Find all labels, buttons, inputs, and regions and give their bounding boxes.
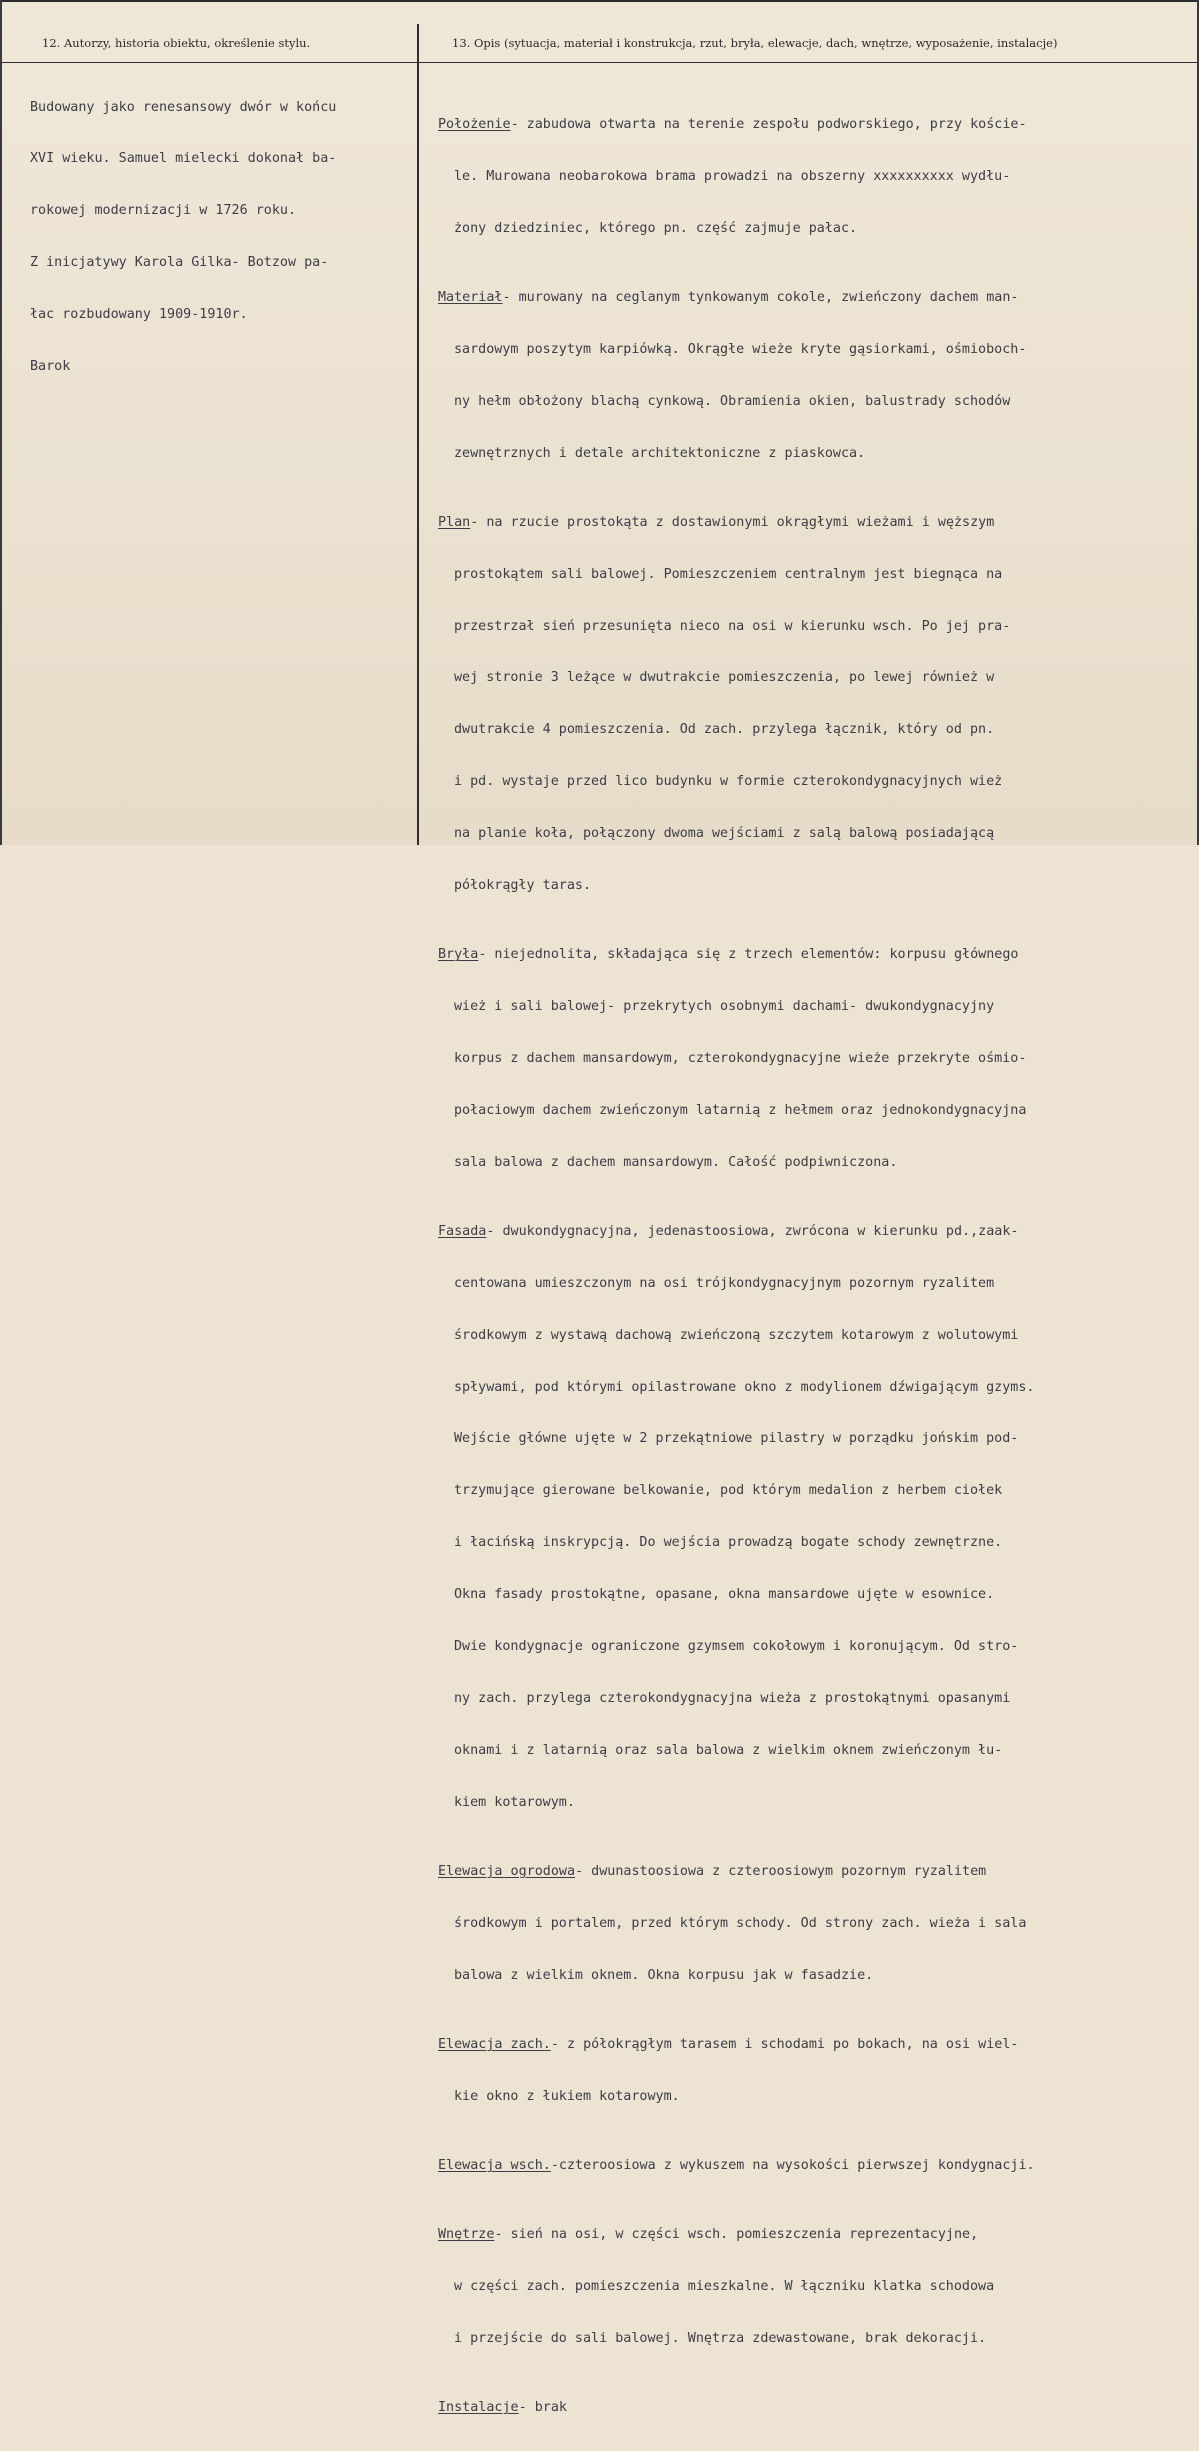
text-line: le. Murowana neobarokowa brama prowadzi na obszerny xxxxxxxxxx wydłu- xyxy=(454,168,1011,184)
text-line: - brak xyxy=(518,2400,567,2416)
left-column-text xyxy=(30,64,336,410)
section-plan xyxy=(438,514,1035,531)
section-label: Fasada xyxy=(438,1223,487,1239)
text-line: zewnętrznych i detale architektoniczne z piaskowca. xyxy=(454,445,866,461)
text-line: centowana umieszczonym na osi trójkondygnacyjnym pozornym ryzalitem xyxy=(454,1275,995,1291)
text-line: XVI wieku. Samuel mielecki dokonał ba- xyxy=(30,151,337,167)
text-line: kie okno z łukiem kotarowym. xyxy=(454,2088,680,2104)
text-line: żony dziedziniec, którego pn. część zajmuje pałac. xyxy=(454,220,858,236)
section-instalacje xyxy=(438,2399,1035,2416)
text-line: sardowym poszytym karpiówką. Okrągłe wieże kryte gąsiorkami, ośmioboch- xyxy=(454,341,1027,357)
text-line: ny zach. przylega czterokondygnacyjna wieża z prostokątnymi opasanymi xyxy=(454,1690,1011,1706)
right-column-text xyxy=(438,64,1035,2451)
text-line: sala balowa z dachem mansardowym. Całość podpiwniczona. xyxy=(454,1154,898,1170)
section-elewacja-wsch xyxy=(438,2157,1035,2174)
text-line: środkowym z wystawą dachową zwieńczoną szczytem kotarowym z wolutowymi xyxy=(454,1327,1019,1343)
text-line: - dwunastoosiowa z czteroosiowym pozornym ryzalitem xyxy=(575,1863,987,1879)
text-line: środkowym i portalem, przed którym schody. Od strony zach. wieża i sala xyxy=(454,1915,1027,1931)
text-line: Budowany jako renesansowy dwór w końcu xyxy=(30,99,337,115)
text-line: na planie koła, połączony dwoma wejściami z salą balową posiadającą xyxy=(454,826,995,842)
text-line: połaciowym dachem zwieńczonym latarnią z hełmem oraz jednokondygnacyjna xyxy=(454,1102,1027,1118)
text-line: korpus z dachem mansardowym, czterokondygnacyjne wieże przekryte ośmio- xyxy=(454,1050,1027,1066)
section-wnetrze xyxy=(438,2226,1035,2243)
text-line: łac rozbudowany 1909-1910r. xyxy=(30,307,248,323)
text-line: półokrągły taras. xyxy=(454,877,592,893)
text-line: w części zach. pomieszczenia mieszkalne. W łączniku klatka schodowa xyxy=(454,2279,995,2294)
text-line: i przejście do sali balowej. Wnętrza zdewastowane, brak dekoracji. xyxy=(454,2330,987,2346)
section-label: Instalacje xyxy=(438,2400,519,2416)
text-line: Dwie kondygnacje ograniczone gzymsem cokołowym i koronującym. Od stro- xyxy=(454,1639,1019,1655)
text-line: oknami i z latarnią oraz sala balowa z wielkim oknem zwieńczonym łu- xyxy=(454,1742,1003,1758)
text-line: - zabudowa otwarta na terenie zespołu podworskiego, przy koście- xyxy=(510,116,1027,132)
section-label: Elewacja zach. xyxy=(438,2036,551,2052)
section-label: Plan xyxy=(438,514,471,530)
section-fasada xyxy=(438,1223,1035,1240)
text-line: i łacińską inskrypcją. Do wejścia prowadzą bogate schody zewnętrzne. xyxy=(454,1535,1003,1551)
text-line: - dwukondygnacyjna, jedenastoosiowa, zwrócona w kierunku pd.,zaak- xyxy=(486,1223,1019,1239)
text-line: Okna fasady prostokątne, opasane, okna mansardowe ujęte w esownice. xyxy=(454,1587,995,1603)
text-line: -czteroosiowa z wykuszem na wysokości pierwszej kondygnacji. xyxy=(550,2157,1035,2173)
text-line: - sień na osi, w części wsch. pomieszczenia reprezentacyjne, xyxy=(494,2227,979,2243)
text-line: Z inicjatywy Karola Gilka- Botzow pa- xyxy=(30,255,329,271)
text-line: Barok xyxy=(30,359,71,375)
left-header-rule xyxy=(2,62,418,63)
right-column-header: 13. Opis (sytuacja, materiał i konstrukcja, rzut, bryła, elewacje, dach, wnętrze, wyposażenie, instalacje) xyxy=(452,36,1058,50)
left-border xyxy=(0,0,2,845)
text-line: balowa z wielkim oknem. Okna korpusu jak w fasadzie. xyxy=(454,1967,874,1983)
right-header-rule xyxy=(418,62,1197,63)
text-line: spływami, pod którymi opilastrowane okno z modylionem dźwigającym gzyms. xyxy=(454,1379,1035,1395)
left-column-header: 12. Autorzy, historia obiektu, określenie stylu. xyxy=(42,36,311,50)
top-border xyxy=(0,0,1199,2)
text-line: dwutrakcie 4 pomieszczenia. Od zach. przylega łącznik, który od pn. xyxy=(454,722,995,738)
text-line: trzymujące gierowane belkowanie, pod którym medalion z herbem ciołek xyxy=(454,1483,1003,1499)
text-line: - murowany na ceglanym tynkowanym cokole, zwieńczony dachem man- xyxy=(502,289,1019,305)
text-line: ny hełm obłożony blachą cynkową. Obramienia okien, balustrady schodów xyxy=(454,393,1011,409)
column-divider xyxy=(417,24,419,845)
text-line: rokowej modernizacji w 1726 roku. xyxy=(30,203,297,219)
section-label: Elewacja wsch. xyxy=(438,2157,551,2173)
section-label: Położenie xyxy=(438,116,511,132)
section-bryla xyxy=(438,946,1035,963)
section-elewacja-zach xyxy=(438,2036,1035,2053)
text-line: - na rzucie prostokąta z dostawionymi okrągłymi wieżami i węższym xyxy=(470,514,995,530)
section-label: Bryła xyxy=(438,947,479,963)
section-polozenie xyxy=(438,116,1035,133)
text-line: - niejednolita, składająca się z trzech elementów: korpusu głównego xyxy=(478,947,1019,963)
text-line: przestrzał sień przesunięta nieco na osi w kierunku wsch. Po jej pra- xyxy=(454,618,1011,634)
text-line: kiem kotarowym. xyxy=(454,1794,575,1810)
section-label: Wnętrze xyxy=(438,2227,495,2243)
section-label: Materiał xyxy=(438,289,503,305)
text-line: Wejście główne ujęte w 2 przekątniowe pilastry w porządku jońskim pod- xyxy=(454,1431,1019,1447)
section-elewacja-ogrodowa xyxy=(438,1863,1035,1880)
text-line: wież i sali balowej- przekrytych osobnymi dachami- dwukondygnacyjny xyxy=(454,999,995,1015)
text-line: - z półokrągłym tarasem i schodami po bokach, na osi wiel- xyxy=(550,2036,1019,2052)
text-line: wej stronie 3 leżące w dwutrakcie pomieszczenia, po lewej również w xyxy=(454,670,995,686)
section-label: Elewacja ogrodowa xyxy=(438,1863,576,1879)
section-material xyxy=(438,289,1035,306)
text-line: prostokątem sali balowej. Pomieszczeniem centralnym jest biegnąca na xyxy=(454,566,1003,582)
text-line: i pd. wystaje przed lico budynku w formie czterokondygnacyjnych wież xyxy=(454,774,1003,790)
